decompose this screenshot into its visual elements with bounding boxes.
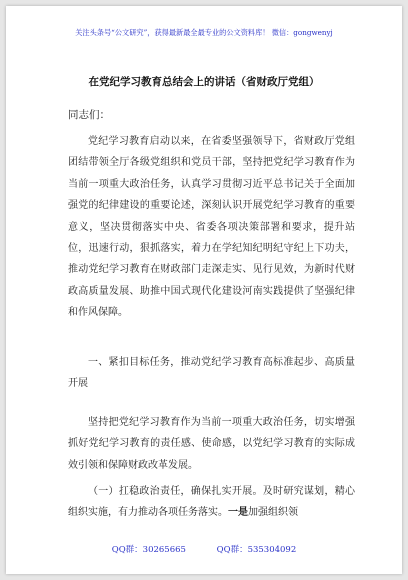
section-heading-1: 一、紧扣目标任务，推动党纪学习教育高标准起步、高质量开展	[68, 357, 355, 390]
document-title: 在党纪学习教育总结会上的讲话（省财政厅党组）	[88, 76, 320, 88]
paragraph-intro: 党纪学习教育启动以来，在省委坚强领导下，省财政厅党组团结带领全厅各级党组织和党员干部，坚持把党纪学习教育作为当前一项重大政治任务，认真学习贯彻习近平总书记关于全面加强党的纪律建设的重要论述，深刻认识开展党纪学习教育的重要意义，坚决贯彻落实中央、省委各项决策部署和要求，提升站位，迅速行动，狠抓落实，着力在学纪知纪明纪守纪上下功夫，推动党纪学习教育在财政部门走深走实、见行见效，为新时代财政高质量发展、助推中国式现代化建设河南实践提供了坚强纪律和作风保障。	[68, 136, 355, 319]
header-banner: 关注头条号“公文研究”，获得最新最全最专业的公文资料库！ 微信：gongwenyj	[75, 28, 333, 37]
footer-contacts	[6, 543, 402, 555]
subsection-text: （一）扛稳政治责任，确保扎实开展。及时研究谋划，精心组织实施，有力推动各项任务落实。	[68, 486, 355, 519]
greeting: 同志们：	[68, 109, 110, 121]
qq-group-1: QQ群：30265665	[111, 545, 186, 555]
document-page	[6, 6, 402, 574]
subsection-text-tail: 加强组织领	[248, 507, 298, 519]
qq-group-2: QQ群：535304092	[216, 545, 297, 555]
paragraph-subsection-1	[68, 481, 355, 524]
emphasis-first: 一是	[228, 507, 248, 519]
paragraph-section-1: 坚持把党纪学习教育作为当前一项重大政治任务，切实增强抓好党纪学习教育的责任感、使命感，以党纪学习教育的实际成效引领和保障财政改革发展。	[68, 417, 355, 471]
